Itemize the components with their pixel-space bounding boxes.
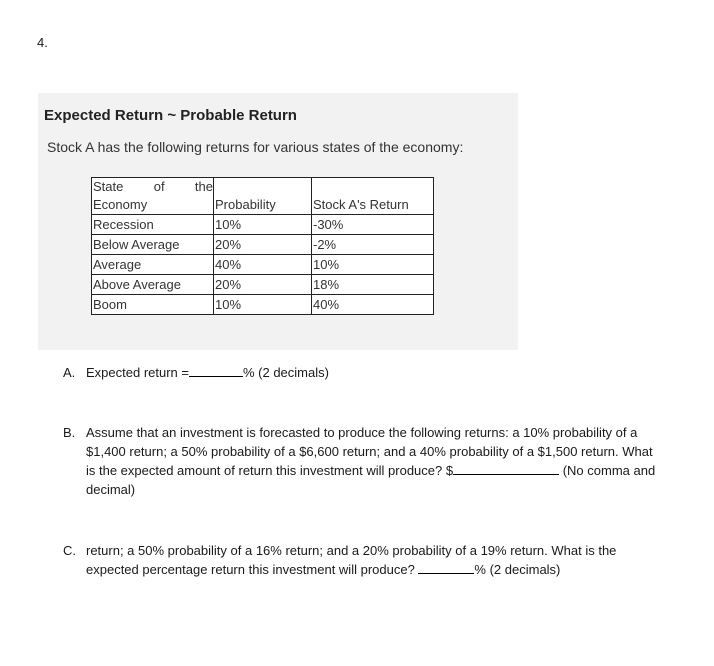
question-a-suffix: % (2 decimals): [242, 365, 329, 380]
cell-probability: 20%: [214, 235, 312, 255]
cell-probability: 10%: [214, 215, 312, 235]
cell-state: Below Average: [92, 235, 214, 255]
cell-state: Above Average: [92, 275, 214, 295]
cell-return: -30%: [312, 215, 434, 235]
cell-probability: 40%: [214, 255, 312, 275]
table-row: [92, 275, 434, 295]
table-row: [92, 255, 434, 275]
question-c-suffix: % (2 decimals): [474, 562, 561, 577]
question-a-prefix: Expected return =: [86, 365, 189, 380]
cell-state: Recession: [92, 215, 214, 235]
answer-c-blank[interactable]: [418, 561, 474, 574]
table-row: [92, 295, 434, 315]
cell-state: Average: [92, 255, 214, 275]
question-b-text: Assume that an investment is forecasted to produce the following returns: a 10% probability of a $1,400 return; a 50% probability of a $6,600 return; and a 40% probability of a $1,500 return. What is the expected amount of return this investment will produce? $: [86, 425, 653, 478]
panel-intro: Stock A has the following returns for various states of the economy:: [47, 139, 464, 155]
cell-return: 18%: [312, 275, 434, 295]
table-header-row: [92, 178, 434, 215]
answer-b-blank[interactable]: [453, 462, 559, 475]
header-return: Stock A's Return: [312, 178, 434, 215]
header-state: State of the Economy: [92, 178, 214, 215]
header-probability: Probability: [214, 178, 312, 215]
panel-title: Expected Return ~ Probable Return: [44, 107, 297, 124]
problem-panel: [38, 93, 518, 350]
cell-state: Boom: [92, 295, 214, 315]
question-b-label: B.: [63, 425, 76, 440]
question-number: 4.: [37, 35, 48, 50]
question-c-label: C.: [63, 543, 76, 558]
returns-table: [91, 177, 434, 315]
cell-probability: 10%: [214, 295, 312, 315]
question-c-text: return; a 50% probability of a 16% return; and a 20% probability of a 19% return. What is the expected percentage return this investment will produce?: [86, 543, 617, 577]
table-row: [92, 235, 434, 255]
cell-return: 10%: [312, 255, 434, 275]
table-row: [92, 215, 434, 235]
question-b-suffix: (No comma and decimal): [86, 463, 656, 497]
cell-probability: 20%: [214, 275, 312, 295]
header-state-line1: State of the: [93, 179, 213, 194]
cell-return: -2%: [312, 235, 434, 255]
question-a-label: A.: [63, 365, 76, 380]
cell-return: 40%: [312, 295, 434, 315]
answer-a-blank[interactable]: [189, 364, 243, 377]
